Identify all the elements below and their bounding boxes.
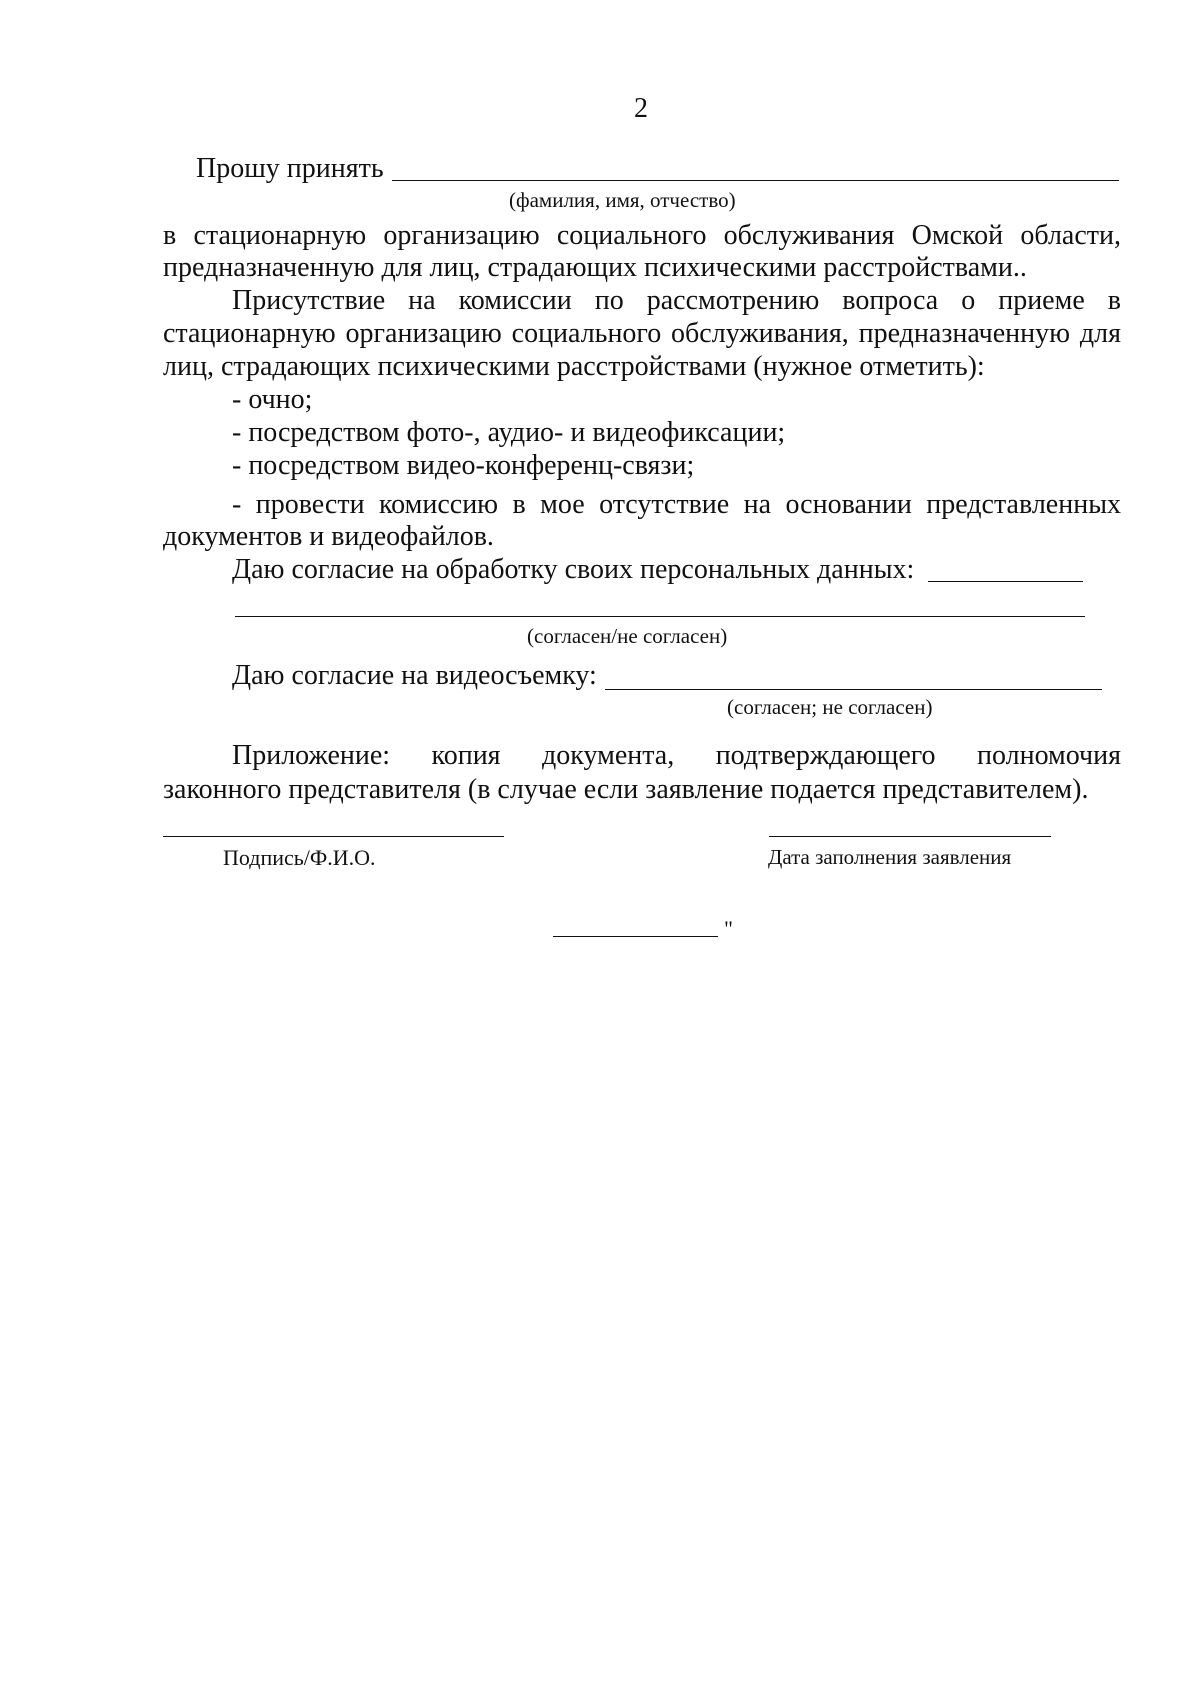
presence-option-recording[interactable]: - посредством фото-, аудио- и видеофиксации; — [232, 417, 786, 448]
presence-line-2: стационарную организацию социального обслуживания, предназначенную для — [163, 318, 1121, 349]
request-line-1: в стационарную организацию социального обслуживания Омской области, — [163, 220, 1121, 251]
closing-quote-mark: " — [724, 916, 733, 941]
presence-option-in-person[interactable]: - очно; — [232, 384, 313, 415]
fio-fill-line[interactable] — [392, 180, 1119, 181]
consent-data-fill-line-2[interactable] — [235, 616, 1085, 617]
closing-line — [553, 936, 718, 937]
consent-video-caption: (согласен; не согласен) — [727, 695, 933, 719]
consent-video-label: Даю согласие на видеосъемку: — [232, 660, 597, 691]
signature-caption: Подпись/Ф.И.О. — [223, 845, 376, 870]
attachment-line-1: Приложение: копия документа, подтверждающего полномочия — [232, 740, 1121, 771]
consent-data-label: Даю согласие на обработку своих персональных данных: — [232, 554, 915, 585]
page-number: 2 — [634, 93, 648, 124]
presence-option-absent-line-2: документов и видеофайлов. — [163, 521, 494, 552]
date-fill-line[interactable] — [769, 836, 1051, 837]
request-lead: Прошу принять — [196, 153, 384, 184]
presence-line-3: лиц, страдающих психическими расстройствами (нужное отметить): — [163, 351, 985, 382]
request-line-2: предназначенную для лиц, страдающих психическими расстройствами.. — [163, 252, 1027, 283]
presence-option-videoconference[interactable]: - посредством видео-конференц-связи; — [232, 450, 695, 481]
signature-fill-line[interactable] — [163, 836, 504, 837]
consent-video-fill-line[interactable] — [605, 689, 1102, 690]
presence-line-1: Присутствие на комиссии по рассмотрению вопроса о приеме в — [232, 285, 1121, 316]
attachment-line-2: законного представителя (в случае если заявление подается представителем). — [163, 774, 1089, 805]
fio-caption: (фамилия, имя, отчество) — [509, 188, 736, 212]
date-caption: Дата заполнения заявления — [768, 845, 1012, 869]
presence-option-absent-line-1[interactable]: - провести комиссию в мое отсутствие на основании представленных — [232, 489, 1121, 520]
consent-data-fill-line-1[interactable] — [928, 581, 1083, 582]
consent-data-caption: (согласен/не согласен) — [527, 624, 728, 648]
